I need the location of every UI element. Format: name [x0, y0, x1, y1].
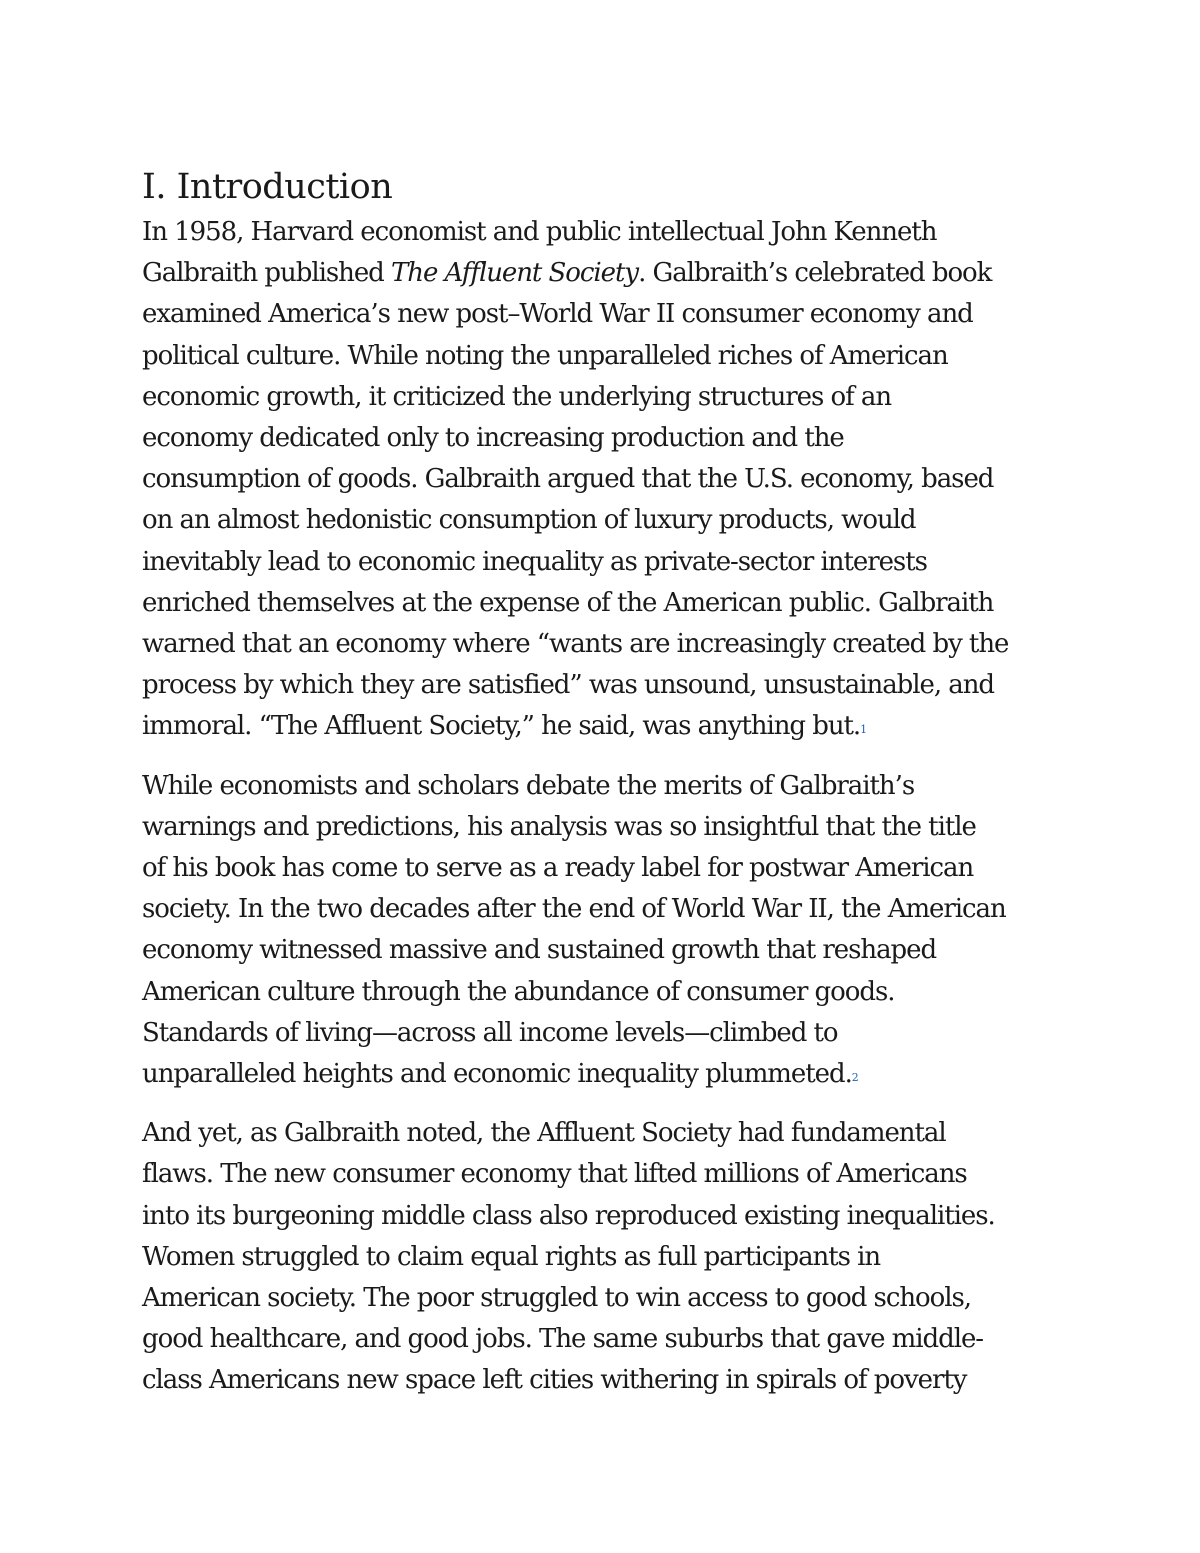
text-line: flaws. The new consumer economy that lifted millions of Americans	[142, 1159, 967, 1190]
text-line: inevitably lead to economic inequality as private-sector interests	[142, 546, 927, 577]
text-line: enriched themselves at the expense of the American public. Galbraith	[142, 587, 994, 618]
text-line: of his book has come to serve as a ready label for postwar American	[142, 853, 974, 884]
paragraph-3	[142, 1113, 1072, 1401]
text-line: American culture through the abundance of consumer goods.	[142, 976, 895, 1007]
text-line: American society. The poor struggled to win access to good schools,	[142, 1283, 972, 1314]
paragraph-1	[142, 212, 1072, 751]
text-line: In 1958, Harvard economist and public intellectual John Kenneth	[142, 217, 937, 247]
paragraph-2	[142, 766, 1072, 1099]
text-line: examined America’s new post–World War II consumer economy and	[142, 299, 973, 330]
text-line: consumption of goods. Galbraith argued that the U.S. economy, based	[142, 464, 994, 495]
footnote-link-1[interactable]: 1	[860, 723, 868, 737]
footnote-link-2[interactable]: 2	[851, 1071, 859, 1085]
text-line: class Americans new space left cities withering in spirals of poverty	[142, 1365, 967, 1396]
text-line: on an almost hedonistic consumption of luxury products, would	[142, 505, 916, 536]
text-line: Women struggled to claim equal rights as full participants in	[142, 1241, 881, 1272]
text-line	[142, 253, 1072, 294]
text-line: economy dedicated only to increasing production and the	[142, 423, 844, 454]
text-span: unparalleled heights and economic inequality plummeted.	[142, 1059, 852, 1090]
text-line: good healthcare, and good jobs. The same suburbs that gave middle-	[142, 1324, 984, 1355]
text-line: society. In the two decades after the end of World War II, the American	[142, 894, 1006, 925]
text-line: warned that an economy where “wants are increasingly created by the	[142, 629, 1009, 660]
text-line	[142, 706, 1072, 750]
text-line: And yet, as Galbraith noted, the Affluent Society had fundamental	[142, 1118, 946, 1149]
text-span: immoral. “The Affluent Society,” he said, was anything but.	[142, 711, 861, 742]
text-line: economy witnessed massive and sustained growth that reshaped	[142, 935, 937, 966]
document-page	[142, 162, 1072, 1417]
text-line: Standards of living—across all income levels—climbed to	[142, 1017, 838, 1048]
text-span: . Galbraith’s celebrated book	[638, 258, 992, 289]
text-line: political culture. While noting the unparalleled riches of American	[142, 340, 948, 371]
text-line: warnings and predictions, his analysis was so insightful that the title	[142, 811, 976, 842]
text-line: economic growth, it criticized the underlying structures of an	[142, 381, 892, 412]
text-span: Galbraith published	[142, 258, 391, 289]
book-title-italic: The Affluent Society	[390, 258, 639, 289]
text-line: process by which they are satisfied” was unsound, unsustainable, and	[142, 670, 995, 701]
section-heading: I. Introduction	[142, 167, 393, 207]
text-line: into its burgeoning middle class also reproduced existing inequalities.	[142, 1200, 995, 1231]
text-line	[142, 1054, 1072, 1098]
text-line: While economists and scholars debate the merits of Galbraith’s	[142, 770, 915, 801]
